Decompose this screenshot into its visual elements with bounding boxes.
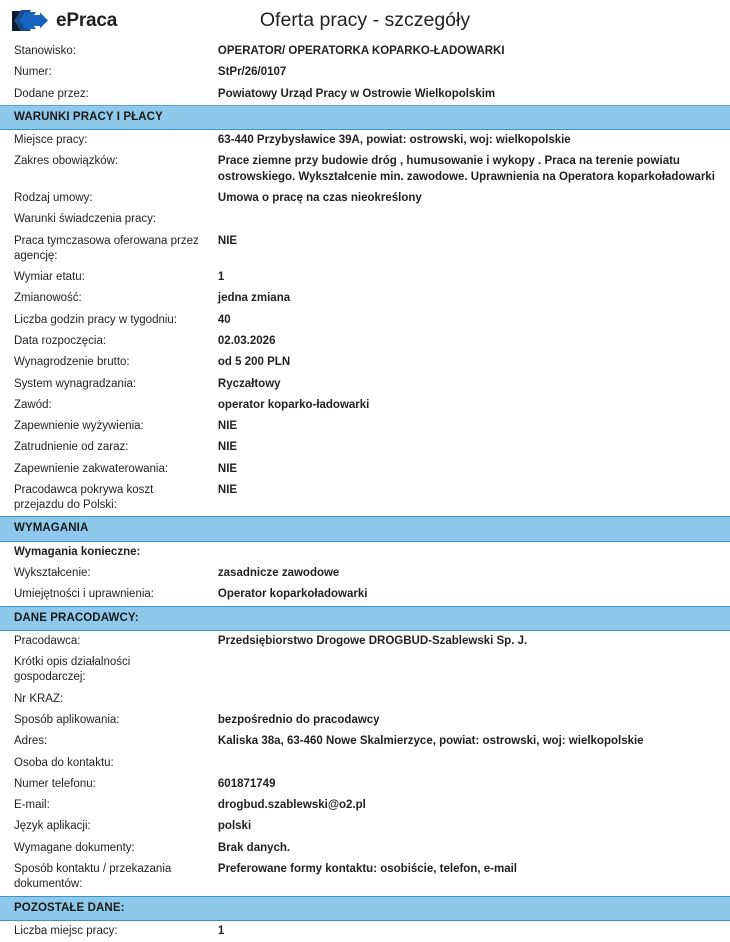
row-label: Zapewnienie wyżywienia: [14, 420, 144, 433]
table-row [0, 630, 730, 652]
table-row [0, 267, 730, 288]
job-offer-table [0, 41, 730, 942]
table-row [0, 231, 730, 268]
row-value: operator koparko-ładowarki [217, 398, 370, 411]
row-label: Wynagrodzenie brutto: [14, 356, 130, 369]
row-value: OPERATOR/ OPERATORKA KOPARKO-ŁADOWARKI [217, 45, 505, 57]
row-value: drogbud.szablewski@o2.pl [217, 799, 366, 812]
row-label: Zatrudnienie od zaraz: [14, 441, 129, 454]
row-value [204, 541, 730, 563]
row-label: Wymiar etatu: [14, 271, 85, 284]
table-row [0, 710, 730, 731]
table-row [0, 41, 730, 62]
section-header-4 [0, 896, 730, 920]
row-label: Wykształcenie: [14, 567, 91, 580]
row-value: StPr/26/0107 [217, 66, 287, 79]
table-row [0, 563, 730, 584]
row-value: Brak danych. [217, 841, 291, 854]
row-value: 40 [217, 313, 231, 326]
section-title: WYMAGANIA [0, 517, 730, 541]
row-label: Wymagane dokumenty: [14, 841, 135, 854]
section-title: POZOSTAŁE DANE: [0, 896, 730, 920]
row-label: Krótki opis działalności gospodarczej: [14, 656, 131, 684]
row-label: Zakres obowiązków: [14, 155, 119, 168]
row-label: Nr KRAZ: [14, 692, 64, 705]
table-row [0, 731, 730, 752]
row-value: Preferowane formy kontaktu: osobiście, telefon, e-mail [217, 862, 517, 875]
section-header-1 [0, 105, 730, 129]
arrows-logo-icon [11, 8, 49, 34]
table-row [0, 209, 730, 230]
row-value [204, 652, 730, 689]
brand-logo[interactable] [0, 8, 117, 34]
row-label: Język aplikacji: [14, 820, 91, 833]
page-title: Oferta pracy - szczegóły [259, 9, 471, 31]
row-value: Ryczałtowy [217, 377, 281, 390]
row-value: zasadnicze zawodowe [217, 567, 340, 580]
row-value: 63-440 Przybysławice 39A, powiat: ostrowski, woj: wielkopolskie [217, 134, 571, 147]
row-label: Praca tymczasowa oferowana przez agencję: [14, 234, 199, 262]
row-label: Liczba miejsc pracy: [14, 924, 118, 937]
row-label: Pracodawca pokrywa koszt przejazdu do Polski: [14, 483, 154, 512]
row-value: NIE [217, 441, 238, 454]
table-row [0, 689, 730, 710]
row-label: Umiejętności i uprawnienia: [14, 588, 154, 601]
row-label: Adres: [14, 735, 48, 748]
row-label: Miejsce pracy: [14, 134, 88, 147]
row-value: Kaliska 38a, 63-460 Nowe Skalmierzyce, powiat: ostrowski, woj: wielkopolskie [217, 735, 644, 748]
table-row [0, 795, 730, 816]
row-value: Powiatowy Urząd Pracy w Ostrowie Wielkopolskim [217, 87, 496, 100]
row-label: Zapewnienie zakwaterowania: [14, 462, 169, 475]
row-label: Sposób aplikowania: [14, 714, 120, 726]
row-label: Dodane przez: [14, 87, 89, 100]
section-title: WARUNKI PRACY I PŁACY [0, 105, 730, 129]
row-value [204, 753, 730, 774]
row-label: Pracodawca: [14, 634, 81, 647]
row-label: Wymagania konieczne: [14, 545, 141, 558]
row-value: polski [217, 820, 252, 833]
row-label: Warunki świadczenia pracy: [14, 213, 157, 226]
row-label: Zmianowość: [14, 292, 82, 305]
table-row [0, 84, 730, 106]
row-label: System wynagradzania: [14, 377, 137, 390]
table-row [0, 652, 730, 689]
brand-name: ePraca [56, 9, 118, 31]
table-row [0, 352, 730, 373]
row-value: jedna zmiana [217, 292, 291, 305]
table-row [0, 541, 730, 563]
table-row [0, 920, 730, 942]
row-label: Liczba godzin pracy w tygodniu: [14, 313, 178, 326]
row-label: Zawód: [14, 398, 52, 411]
table-row [0, 838, 730, 859]
section-title: DANE PRACODAWCY: [0, 606, 730, 630]
row-label: Rodzaj umowy: [14, 191, 93, 204]
section-header-3 [0, 606, 730, 630]
row-label: Stanowisko: [14, 45, 77, 57]
row-value: 601871749 [217, 777, 276, 790]
row-label: Data rozpoczęcia: [14, 334, 107, 347]
row-value: Operator koparkoładowarki [217, 588, 368, 601]
row-value [204, 209, 730, 230]
document-header [0, 0, 730, 41]
table-row [0, 774, 730, 795]
row-value: 02.03.2026 [217, 334, 276, 347]
table-row [0, 130, 730, 152]
row-value: od 5 200 PLN [217, 356, 291, 369]
table-row [0, 374, 730, 395]
row-value: NIE [217, 483, 238, 496]
table-row [0, 584, 730, 606]
row-value [204, 689, 730, 710]
row-value: bezpośrednio do pracodawcy [217, 714, 380, 726]
table-row [0, 416, 730, 437]
table-row [0, 62, 730, 83]
section-header-2 [0, 517, 730, 541]
table-row [0, 816, 730, 837]
table-row [0, 151, 730, 188]
row-value: 1 [217, 924, 225, 937]
table-row [0, 188, 730, 209]
table-row [0, 859, 730, 896]
row-value: 1 [217, 271, 225, 284]
table-row [0, 310, 730, 331]
row-label: E-mail: [14, 799, 50, 812]
row-label: Numer telefonu: [14, 777, 96, 790]
row-label: Sposób kontaktu / przekazania dokumentów: [14, 862, 172, 891]
table-row [0, 288, 730, 309]
table-row [0, 480, 730, 517]
row-value: Przedsiębiorstwo Drogowe DROGBUD-Szablewski Sp. J. [217, 634, 528, 647]
row-value: NIE [217, 462, 238, 475]
row-label: Numer: [14, 66, 52, 79]
row-value: Umowa o pracę na czas nieokreślony [217, 191, 422, 204]
row-value: NIE [217, 420, 238, 433]
table-row [0, 395, 730, 416]
row-label: Osoba do kontaktu: [14, 756, 114, 769]
table-row [0, 437, 730, 458]
row-value: NIE [217, 234, 238, 247]
table-row [0, 459, 730, 480]
row-value: Prace ziemne przy budowie dróg , humusowanie i wykopy . Praca na terenie powiatu ostrowskiego. Wykształcenie min. zawodowe. Uprawnienia na Operatora koparkoładowarki [217, 155, 715, 183]
table-row [0, 753, 730, 774]
table-row [0, 331, 730, 352]
